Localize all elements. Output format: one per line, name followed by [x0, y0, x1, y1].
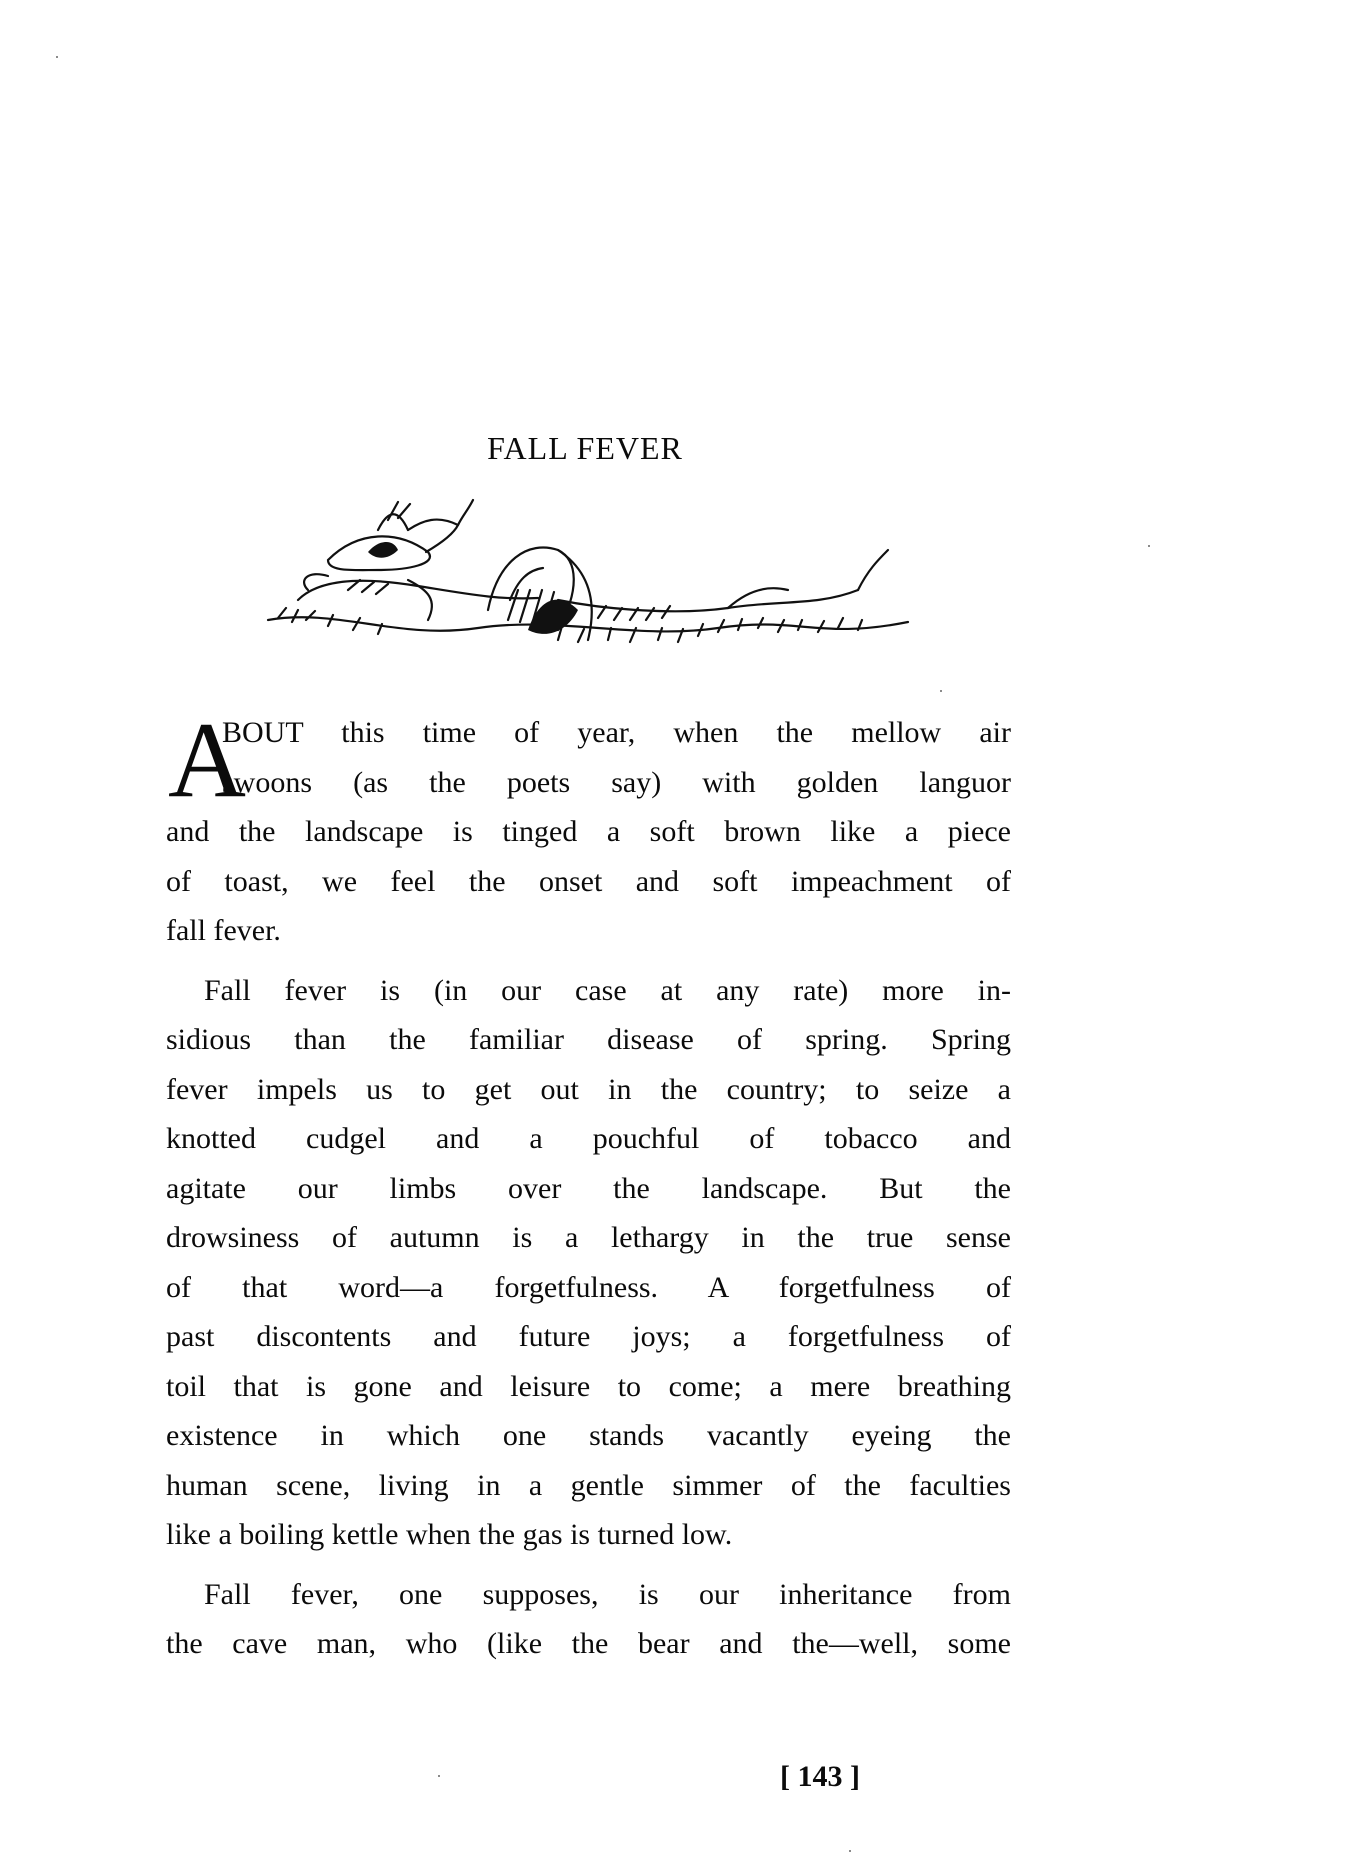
text-line: fever impels us to get out in the country; to seize a: [166, 1072, 1011, 1106]
text-line: toil that is gone and leisure to come; a mere breathing: [166, 1369, 1011, 1403]
scan-speck: [1148, 545, 1150, 547]
text-line: past discontents and future joys; a forgetfulness of: [166, 1320, 1011, 1353]
text-line: of that word—a forgetfulness. A forgetfulness of: [166, 1270, 1011, 1304]
text-line: BOUT this time of year, when the mellow air: [222, 716, 1011, 749]
opening-paragraph: [166, 701, 1011, 820]
text-line: Fall fever is (in our case at any rate) more in-: [204, 973, 1011, 1007]
text-line: Fall fever, one supposes, is our inheritance from: [204, 1577, 1011, 1611]
reclining-man-illustration-icon: [258, 490, 918, 690]
chapter-title: FALL FEVER: [487, 430, 683, 466]
text-line: the cave man, who (like the bear and the—well, some: [166, 1627, 1011, 1660]
text-line: drowsiness of autumn is a lethargy in the true sense: [166, 1221, 1011, 1254]
scan-speck: [56, 56, 58, 58]
drop-cap: A: [168, 701, 246, 820]
text-line: agitate our limbs over the landscape. But the: [166, 1171, 1011, 1205]
text-line: fall fever.: [166, 914, 281, 947]
page-number: [ 143 ]: [780, 1760, 860, 1793]
text-line: sidious than the familiar disease of spring. Spring: [166, 1023, 1011, 1056]
body-text: [166, 701, 1011, 1669]
scan-speck: [849, 1850, 851, 1852]
text-line: existence in which one stands vacantly eyeing the: [166, 1419, 1011, 1452]
illustration-svg: [258, 490, 918, 690]
scan-speck: [438, 1775, 440, 1777]
text-line: swoons (as the poets say) with golden languor: [222, 765, 1011, 799]
text-line: like a boiling kettle when the gas is turned low.: [166, 1518, 733, 1551]
scan-speck: [940, 690, 942, 692]
text-line: of toast, we feel the onset and soft impeachment of: [166, 864, 1011, 898]
text-line: knotted cudgel and a pouchful of tobacco and: [166, 1122, 1011, 1155]
text-line: and the landscape is tinged a soft brown like a piece: [166, 815, 1011, 848]
text-line: human scene, living in a gentle simmer of the faculties: [166, 1468, 1011, 1502]
